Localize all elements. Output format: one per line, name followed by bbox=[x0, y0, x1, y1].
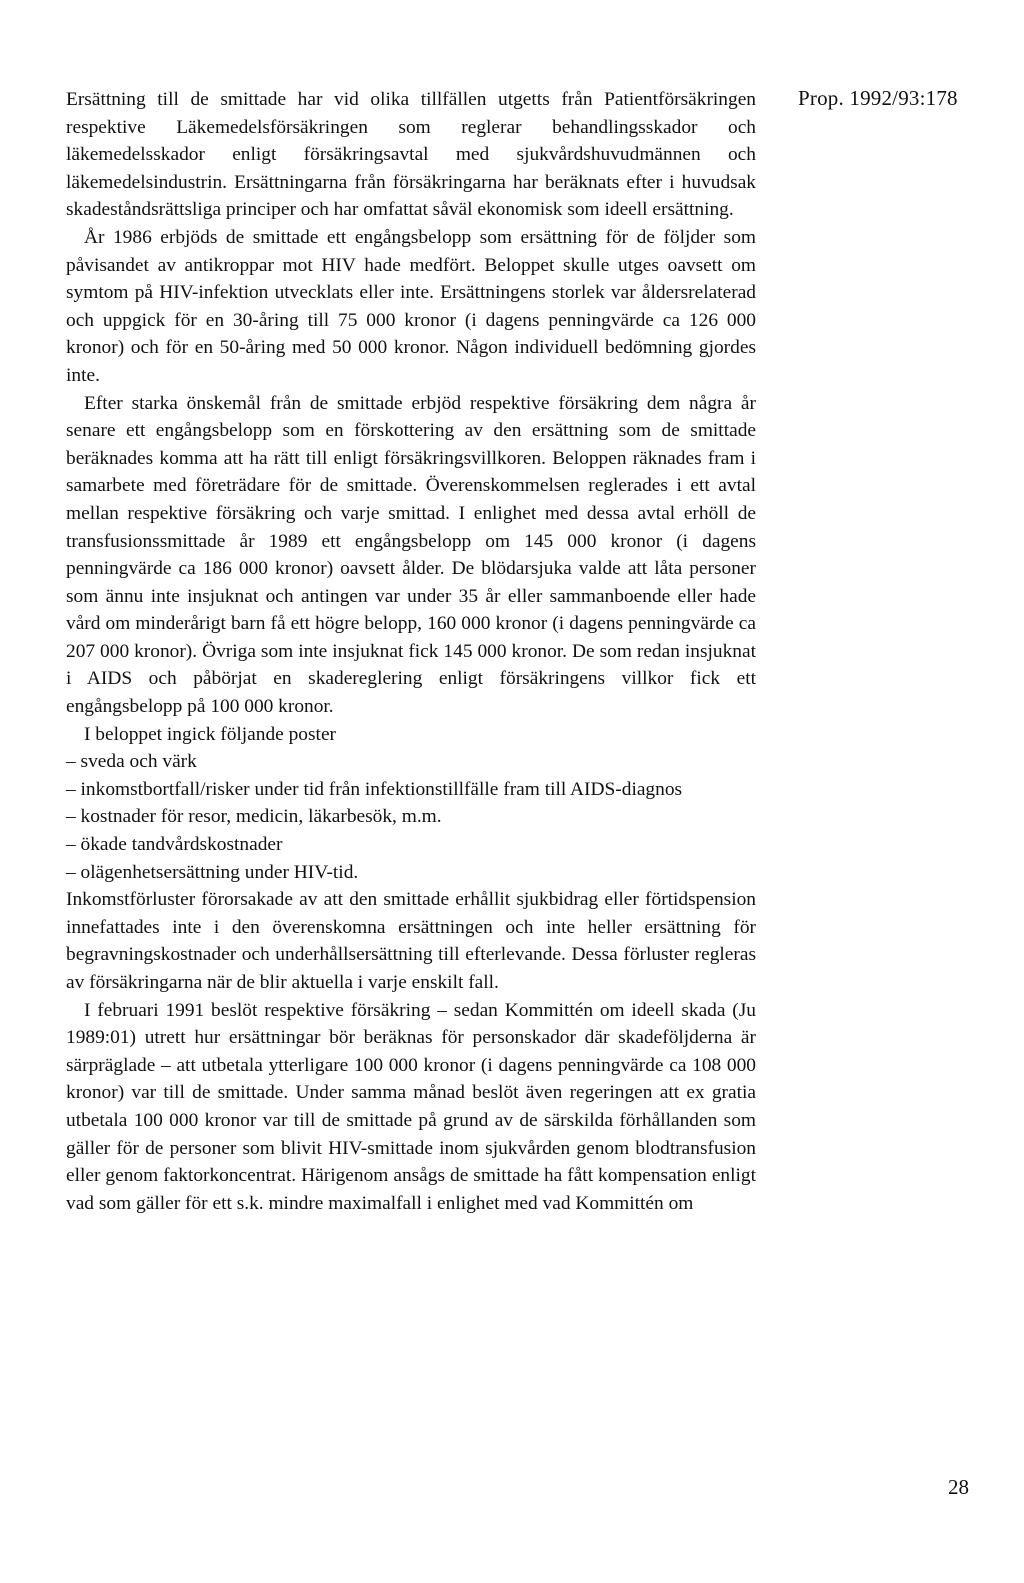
paragraph-advance-payment: Efter starka önskemål från de smittade erbjöd respektive försäkring dem några år senare ett engångsbelopp som en förskottering av den ersättning som de smittade beräknades komma att ha rätt till enligt försäkringsvillkoren. Beloppen räknades fram i samarbete med företrädare för de smittade. Överenskommelsen reglerades i ett avtal mellan respektive försäkring och varje smittad. I enlighet med dessa avtal erhöll de transfusionssmittade år 1989 ett engångsbelopp om 145 000 kronor (i dagens penningvärde ca 186 000 kronor) oavsett ålder. De blödarsjuka valde att låta personer som ännu inte insjuknat och antingen var under 35 år eller sammanboende eller hade vård om minderårigt barn få ett högre belopp, 160 000 kronor (i dagens penningvärde ca 207 000 kronor). Övriga som inte insjuknat fick 145 000 kronor. De som redan insjuknat i AIDS och påbörjat en skadereglering enligt försäkringens villkor fick ett engångsbelopp på 100 000 kronor. bbox=[66, 392, 756, 718]
paragraph-1991-payment: I februari 1991 beslöt respektive försäkring – sedan Kommittén om ideell skada (Ju 1989:01) utrett hur ersättningar bör beräknas för personskador där skadeföljderna är särpräglade – att utbetala ytterligare 100 000 kronor (i dagens penningvärde ca 108 000 kronor) var till de smittade. Under samma månad beslöt även regeringen att ex gratia utbetala 100 000 kronor var till de smittade på grund av de särskilda förhållanden som gäller för de personer som blivit HIV-smittade inom sjukvården genom blodtransfusion eller genom faktorkoncentrat. Härigenom ansågs de smittade ha fått kompensation enligt vad som gäller för ett s.k. mindre maximalfall i enlighet med vad Kommittén om bbox=[66, 999, 756, 1214]
document-reference: Prop. 1992/93:178 bbox=[798, 86, 958, 110]
list-item: – olägenhetsersättning under HIV-tid. bbox=[66, 861, 359, 883]
list-item: – inkomstbortfall/risker under tid från infektionstillfälle fram till AIDS-diagnos bbox=[66, 778, 683, 800]
compensation-items-list bbox=[66, 748, 756, 886]
list-item: – kostnader för resor, medicin, läkarbesök, m.m. bbox=[66, 806, 442, 828]
list-intro: I beloppet ingick följande poster bbox=[84, 723, 337, 745]
page-number: 28 bbox=[948, 1475, 969, 1499]
body-text bbox=[66, 86, 756, 1217]
paragraph-1986-payment: År 1986 erbjöds de smittade ett engångsbelopp som ersättning för de följder som påvisandet av antikroppar mot HIV hade medfört. Beloppet skulle utges oavsett om symtom på HIV-infektion utvecklats eller inte. Ersättningens storlek var åldersrelaterad och uppgick för en 30-åring till 75 000 kronor (i dagens penningvärde ca 126 000 kronor) och för en 50-åring med 50 000 kronor. Någon individuell bedömning gjordes inte. bbox=[66, 226, 756, 386]
paragraph-income-losses: Inkomstförluster förorsakade av att den smittade erhållit sjukbidrag eller förtidspension innefattades inte i den överenskomna ersättningen och inte heller ersättning för begravningskostnader och underhållsersättning till efterlevande. Dessa förluster regleras av försäkringarna när de blir aktuella i varje enskilt fall. bbox=[66, 889, 756, 993]
list-item: – ökade tandvårdskostnader bbox=[66, 834, 283, 856]
paragraph-compensation-overview: Ersättning till de smittade har vid olika tillfällen utgetts från Patientförsäkringen respektive Läkemedelsförsäkringen som reglerar behandlingsskador och läkemedelsskador enligt försäkringsavtal med sjukvårdshuvudmännen och läkemedelsindustrin. Ersättningarna från försäkringarna har beräknats efter i huvudsak skadeståndsrättsliga principer och har omfattat såväl ekonomisk som ideell ersättning. bbox=[66, 89, 756, 221]
list-item: – sveda och värk bbox=[66, 751, 197, 773]
